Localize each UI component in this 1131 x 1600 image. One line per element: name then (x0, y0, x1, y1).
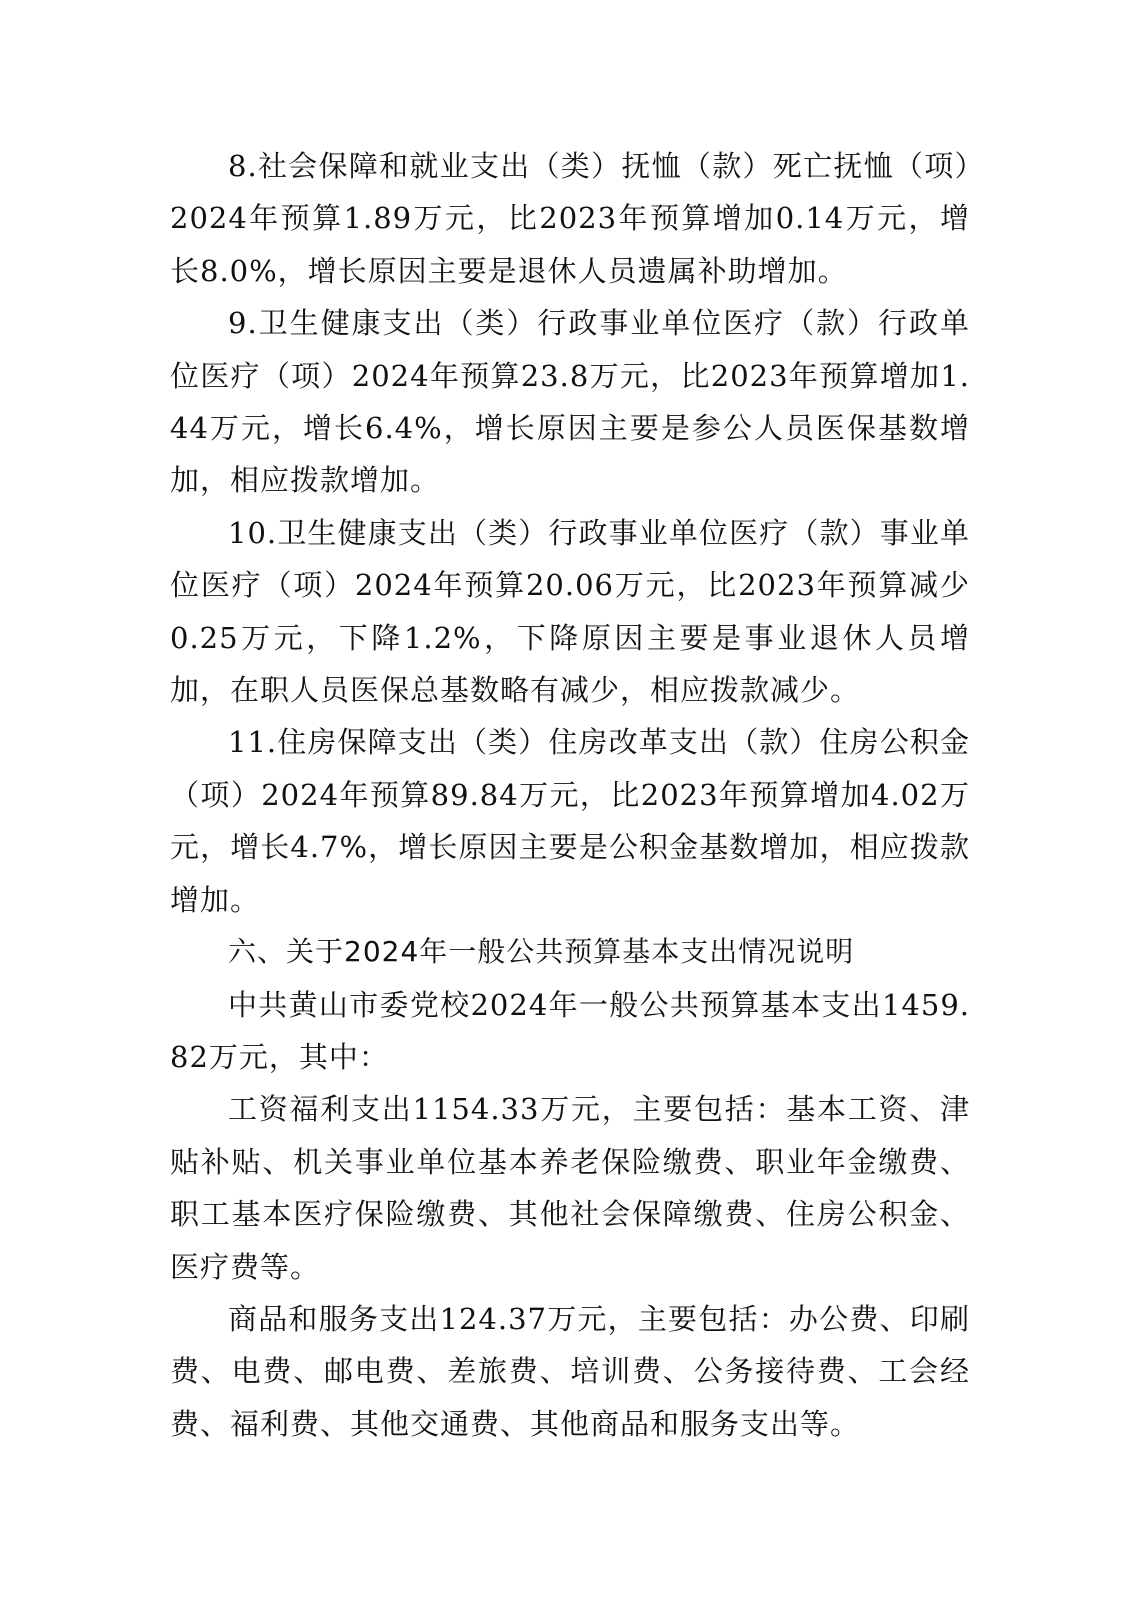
document-page (170, 140, 970, 1450)
paragraph-item-10: 10.卫生健康支出（类）行政事业单位医疗（款）事业单位医疗（项）2024年预算20.06万元，比2023年预算减少0.25万元，下降1.2%，下降原因主要是事业退休人员增加，在职人员医保总基数略有减少，相应拨款减少。 (170, 515, 970, 708)
paragraph-item-11: 11.住房保障支出（类）住房改革支出（款）住房公积金（项）2024年预算89.84万元，比2023年预算增加4.02万元，增长4.7%，增长原因主要是公积金基数增加，相应拨款增加。 (170, 725, 970, 917)
section-heading: 六、关于2024年一般公共预算基本支出情况说明 (228, 935, 855, 969)
paragraph-intro: 中共黄山市委党校2024年一般公共预算基本支出1459.82万元，其中： (170, 987, 970, 1074)
paragraph-wages: 工资福利支出1154.33万元，主要包括：基本工资、津贴补贴、机关事业单位基本养老保险缴费、职业年金缴费、职工基本医疗保险缴费、其他社会保障缴费、住房公积金、医疗费等。 (170, 1092, 970, 1284)
paragraph-item-8: 8.社会保障和就业支出（类）抚恤（款）死亡抚恤（项）2024年预算1.89万元，比2023年预算增加0.14万元，增长8.0%，增长原因主要是退休人员遗属补助增加。 (170, 149, 970, 288)
paragraph-goods: 商品和服务支出124.37万元，主要包括：办公费、印刷费、电费、邮电费、差旅费、培训费、公务接待费、工会经费、福利费、其他交通费、其他商品和服务支出等。 (170, 1301, 970, 1441)
paragraph-item-9: 9.卫生健康支出（类）行政事业单位医疗（款）行政单位医疗（项）2024年预算23.8万元，比2023年预算增加1.44万元，增长6.4%，增长原因主要是参公人员医保基数增加，相应拨款增加。 (170, 306, 970, 498)
